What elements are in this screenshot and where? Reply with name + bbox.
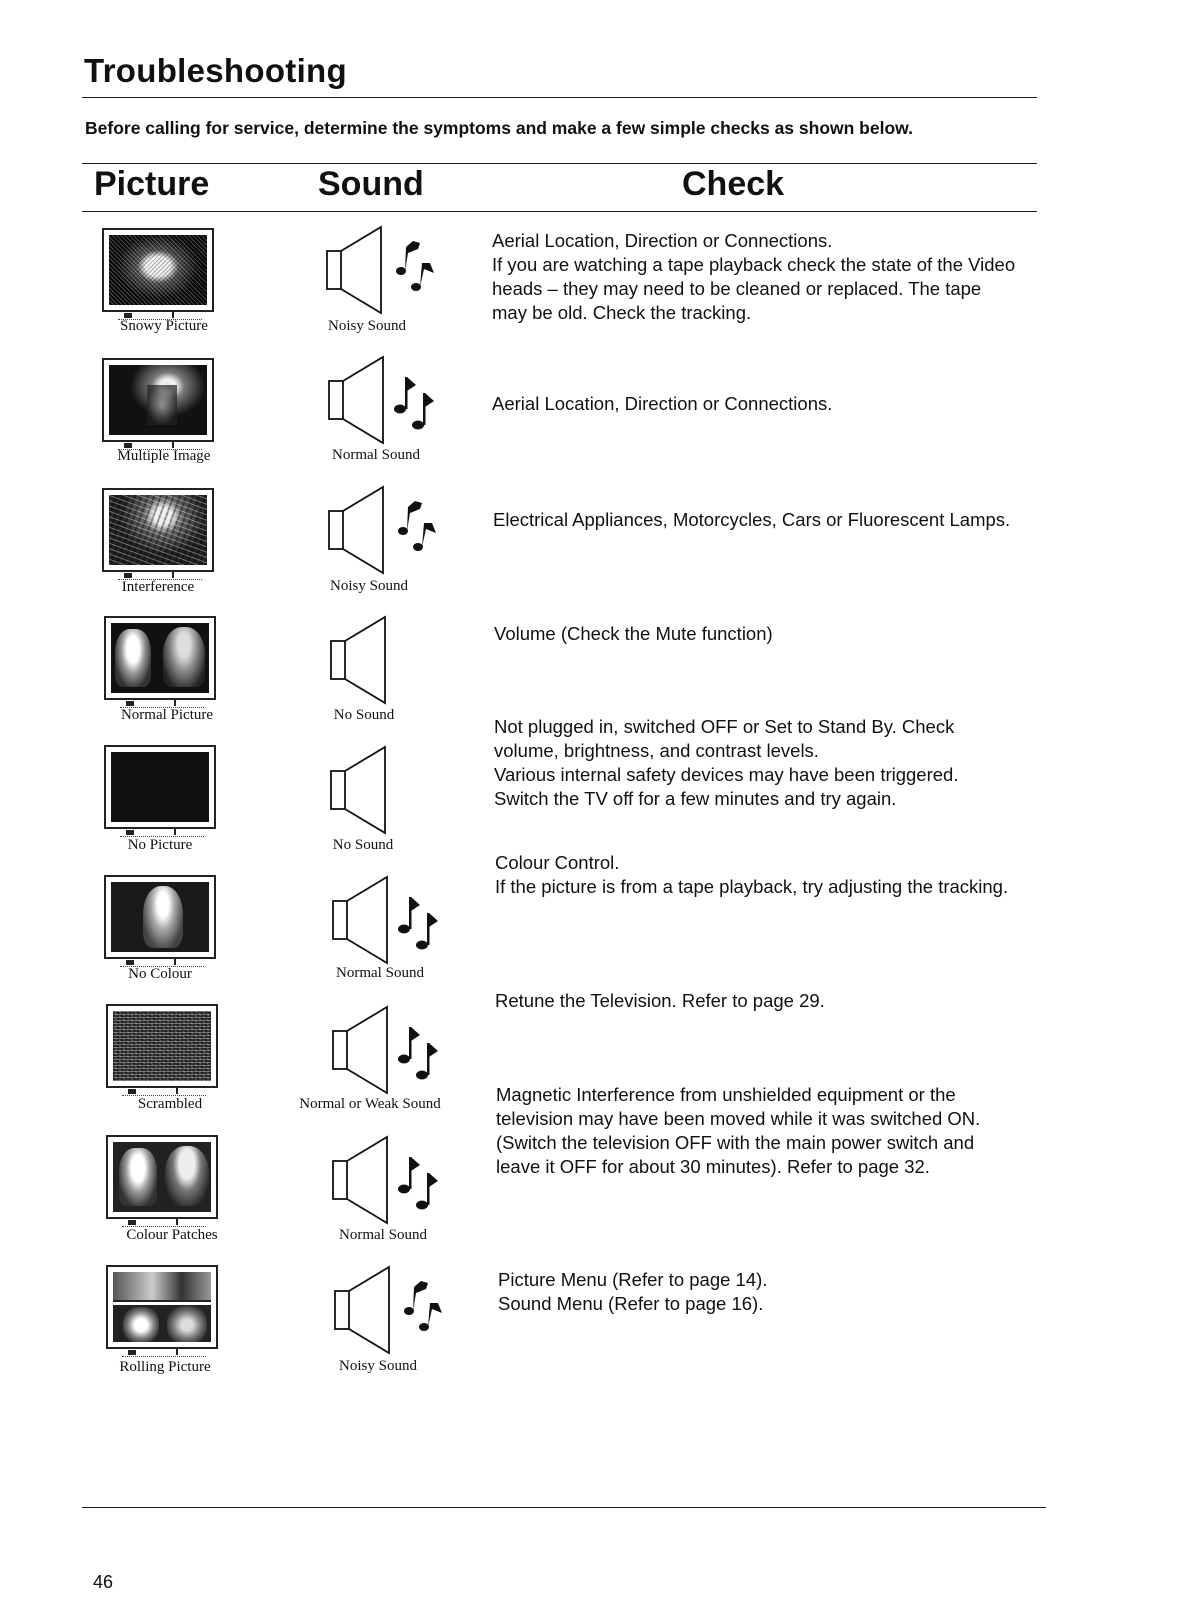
tv-illustration-rolling (106, 1265, 218, 1349)
check-text: Aerial Location, Direction or Connections. If you are watching a tape playback check the state of the Video heads – they may need to be cleaned or replaced. The tape may be old. Check the tracking. (492, 230, 1016, 323)
normal-sound-icon (320, 355, 460, 445)
no-sound-icon (322, 615, 462, 705)
check-text: Electrical Appliances, Motorcycles, Cars or Fluorescent Lamps. (493, 509, 1011, 530)
picture-caption: Normal Picture (120, 707, 214, 723)
header-bottom-rule (82, 211, 1037, 212)
tv-illustration-scrambled (106, 1004, 218, 1088)
tv-illustration-no-picture (104, 745, 216, 829)
sound-caption: Noisy Sound (330, 578, 408, 594)
tv-illustration-colour-patches (106, 1135, 218, 1219)
normal-sound-icon (324, 1135, 464, 1225)
column-header-picture: Picture (94, 165, 210, 203)
tv-illustration-no-colour (104, 875, 216, 959)
page-title: Troubleshooting (84, 52, 347, 89)
check-text: Not plugged in, switched OFF or Set to Stand By. Check volume, brightness, and contrast levels. Various internal safety devices may have been triggered. Switch the TV off for a few minutes and try again. (494, 716, 959, 809)
no-sound-icon (322, 745, 462, 835)
intro-text: Before calling for service, determine the symptoms and make a few simple checks as shown below. (85, 118, 913, 138)
sound-caption: No Sound (333, 707, 395, 723)
picture-caption: No Colour (128, 966, 192, 982)
picture-caption: Scrambled (137, 1096, 203, 1112)
noisy-sound-icon (320, 485, 460, 575)
tv-illustration-interference (102, 488, 214, 572)
check-text: Retune the Television. Refer to page 29. (495, 990, 825, 1011)
picture-caption: Colour Patches (126, 1227, 218, 1243)
sound-caption: Noisy Sound (328, 318, 406, 334)
picture-caption: No Picture (127, 837, 193, 853)
noisy-sound-icon (326, 1265, 466, 1355)
picture-caption: Snowy Picture (120, 318, 208, 334)
header-top-rule (82, 163, 1037, 164)
sound-caption: Noisy Sound (339, 1358, 417, 1374)
check-text: Aerial Location, Direction or Connections. (492, 393, 833, 414)
sound-caption: Normal Sound (332, 447, 420, 463)
picture-caption: Rolling Picture (119, 1359, 211, 1375)
sound-caption: Normal or Weak Sound (299, 1096, 441, 1112)
column-header-check: Check (682, 165, 785, 203)
tv-illustration-snowy (102, 228, 214, 312)
check-text: Magnetic Interference from unshielded equipment or the television may have been moved while it was switched ON. (Switch the television OFF with the main power switch and leave it OFF for about 30 minutes). Refer to page 32. (496, 1084, 981, 1177)
noisy-sound-icon (318, 225, 458, 315)
sound-caption: No Sound (332, 837, 394, 853)
check-text: Volume (Check the Mute function) (494, 623, 773, 644)
normal-sound-icon (324, 1005, 464, 1095)
normal-sound-icon (324, 875, 464, 965)
check-text: Picture Menu (Refer to page 14). Sound Menu (Refer to page 16). (498, 1269, 768, 1314)
title-rule (82, 97, 1037, 98)
tv-illustration-normal (104, 616, 216, 700)
column-header-sound: Sound (318, 165, 424, 203)
sound-caption: Normal Sound (339, 1227, 427, 1243)
footer-rule (82, 1507, 1046, 1508)
picture-caption: Interference (121, 579, 195, 595)
picture-caption: Multiple Image (117, 448, 211, 464)
page-number: 46 (93, 1572, 114, 1592)
tv-illustration-multiple-image (102, 358, 214, 442)
check-text: Colour Control. If the picture is from a tape playback, try adjusting the tracking. (495, 852, 1009, 897)
sound-caption: Normal Sound (336, 965, 424, 981)
